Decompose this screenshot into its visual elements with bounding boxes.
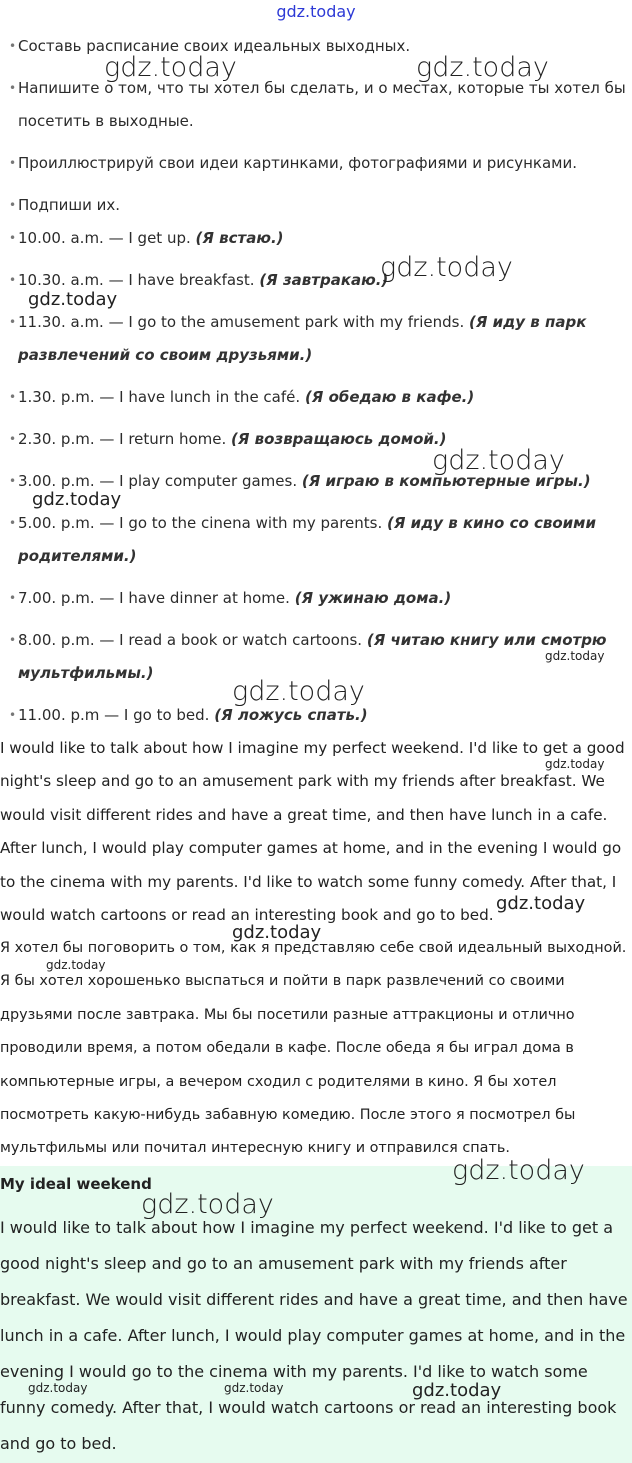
item-translation: (Я возвращаюсь домой.) (231, 430, 447, 448)
item-text: Подпиши их. (18, 196, 121, 214)
header-watermark: gdz.today (276, 2, 356, 21)
item-text: 5.00. p.m. — I go to the cinena with my parents. (18, 514, 383, 532)
watermark: gdz.today (545, 757, 605, 771)
item-text: 8.00. p.m. — I read a book or watch cartoons. (18, 631, 363, 649)
item-translation: (Я иду в парк развлечений со своим друзьями.) (18, 313, 587, 364)
list-item (18, 30, 626, 63)
watermark: gdz.today (496, 893, 586, 914)
item-text: Составь расписание своих идеальных выходных. (18, 37, 411, 55)
list-item (18, 699, 626, 732)
list-item (18, 222, 626, 255)
item-text: 10.30. a.m. — I have breakfast. (18, 271, 255, 289)
watermark: gdz.today (141, 1189, 274, 1220)
item-text: 11.30. a.m. — I go to the amusement park with my friends. (18, 313, 465, 331)
watermark: gdz.today (452, 1155, 585, 1186)
watermark: gdz.today (232, 922, 322, 943)
item-text: 10.00. a.m. — I get up. (18, 229, 191, 247)
item-translation: (Я читаю книгу или смотрю мультфильмы.) (18, 631, 607, 682)
item-text: 3.00. p.m. — I play computer games. (18, 472, 298, 490)
watermark: gdz.today (28, 289, 118, 310)
list-item (18, 624, 626, 690)
list-item (18, 423, 626, 456)
item-text: 7.00. p.m. — I have dinner at home. (18, 589, 290, 607)
list-item (18, 189, 626, 222)
watermark: gdz.today (224, 1381, 284, 1395)
item-text: Проиллюстрируй свои идеи картинками, фотографиями и рисунками. (18, 154, 578, 172)
item-text: 11.00. p.m — I go to bed. (18, 706, 210, 724)
watermark: gdz.today (416, 52, 549, 83)
item-translation: (Я встаю.) (195, 229, 284, 247)
section-title: My ideal weekend (0, 1175, 152, 1193)
watermark: gdz.today (412, 1380, 502, 1401)
watermark: gdz.today (432, 445, 565, 476)
item-translation: (Я играю в компьютерные игры.) (301, 472, 591, 490)
watermark: gdz.today (32, 489, 122, 510)
watermark: gdz.today (104, 52, 237, 83)
watermark: gdz.today (28, 1381, 88, 1395)
list-item (18, 582, 626, 615)
item-text: 1.30. p.m. — I have lunch in the café. (18, 388, 301, 406)
watermark: gdz.today (545, 649, 605, 663)
russian-paragraph: Я хотел бы поговорить о том, как я представляю себе свой идеальный выходной. Я бы хотел хорошенько выспаться и пойти в парк развлечений со своими друзьями после завтрака. Мы бы посетили разные аттракционы и отлично проводили время, а потом обедали в кафе. После обеда я бы играл дома в компьютерные игры, а вечером сходил с родителями в кино. Я бы хотел посмотреть какую-нибудь забавную комедию. После этого я посмотрел бы мультфильмы или почитал интересную книгу и отправился спать. (0, 940, 627, 1157)
list-item (18, 381, 626, 414)
item-text: 2.30. p.m. — I return home. (18, 430, 227, 448)
section-text: I would like to talk about how I imagine my perfect weekend. I'd like to get a good night's sleep and go to an amusement park with my friends after breakfast. We would visit different rides and have a great time, and then have lunch in a cafe. After lunch, I would play computer games at home, and in the evening I would go to the cinema with my parents. I'd like to watch some funny comedy. After that, I would watch cartoons or read an interesting book and go to bed. (0, 1218, 628, 1453)
list-item (18, 306, 626, 372)
item-translation: (Я иду в кино со своими родителями.) (18, 514, 596, 565)
list-item (18, 507, 626, 573)
item-translation: (Я ложусь спать.) (214, 706, 368, 724)
item-text: Напишите о том, что ты хотел бы сделать, и о местах, которые ты хотел бы посетить в выходные. (18, 79, 626, 130)
english-paragraph: I would like to talk about how I imagine my perfect weekend. I'd like to get a good night's sleep and go to an amusement park with my friends after breakfast. We would visit different rides and have a great time, and then have lunch in a cafe. After lunch, I would play computer games at home, and in the evening I would go to the cinema with my parents. I'd like to watch some funny comedy. After that, I would watch cartoons or read an interesting book and go to bed. (0, 739, 625, 925)
item-translation: (Я обедаю в кафе.) (304, 388, 475, 406)
watermark: gdz.today (380, 252, 513, 283)
item-translation: (Я завтракаю.) (259, 271, 389, 289)
item-translation: (Я ужинаю дома.) (294, 589, 452, 607)
watermark: gdz.today (46, 958, 106, 972)
list-item (18, 264, 626, 297)
list-item (18, 72, 626, 138)
list-item (18, 147, 626, 180)
watermark: gdz.today (232, 676, 365, 707)
list-item (18, 465, 626, 498)
